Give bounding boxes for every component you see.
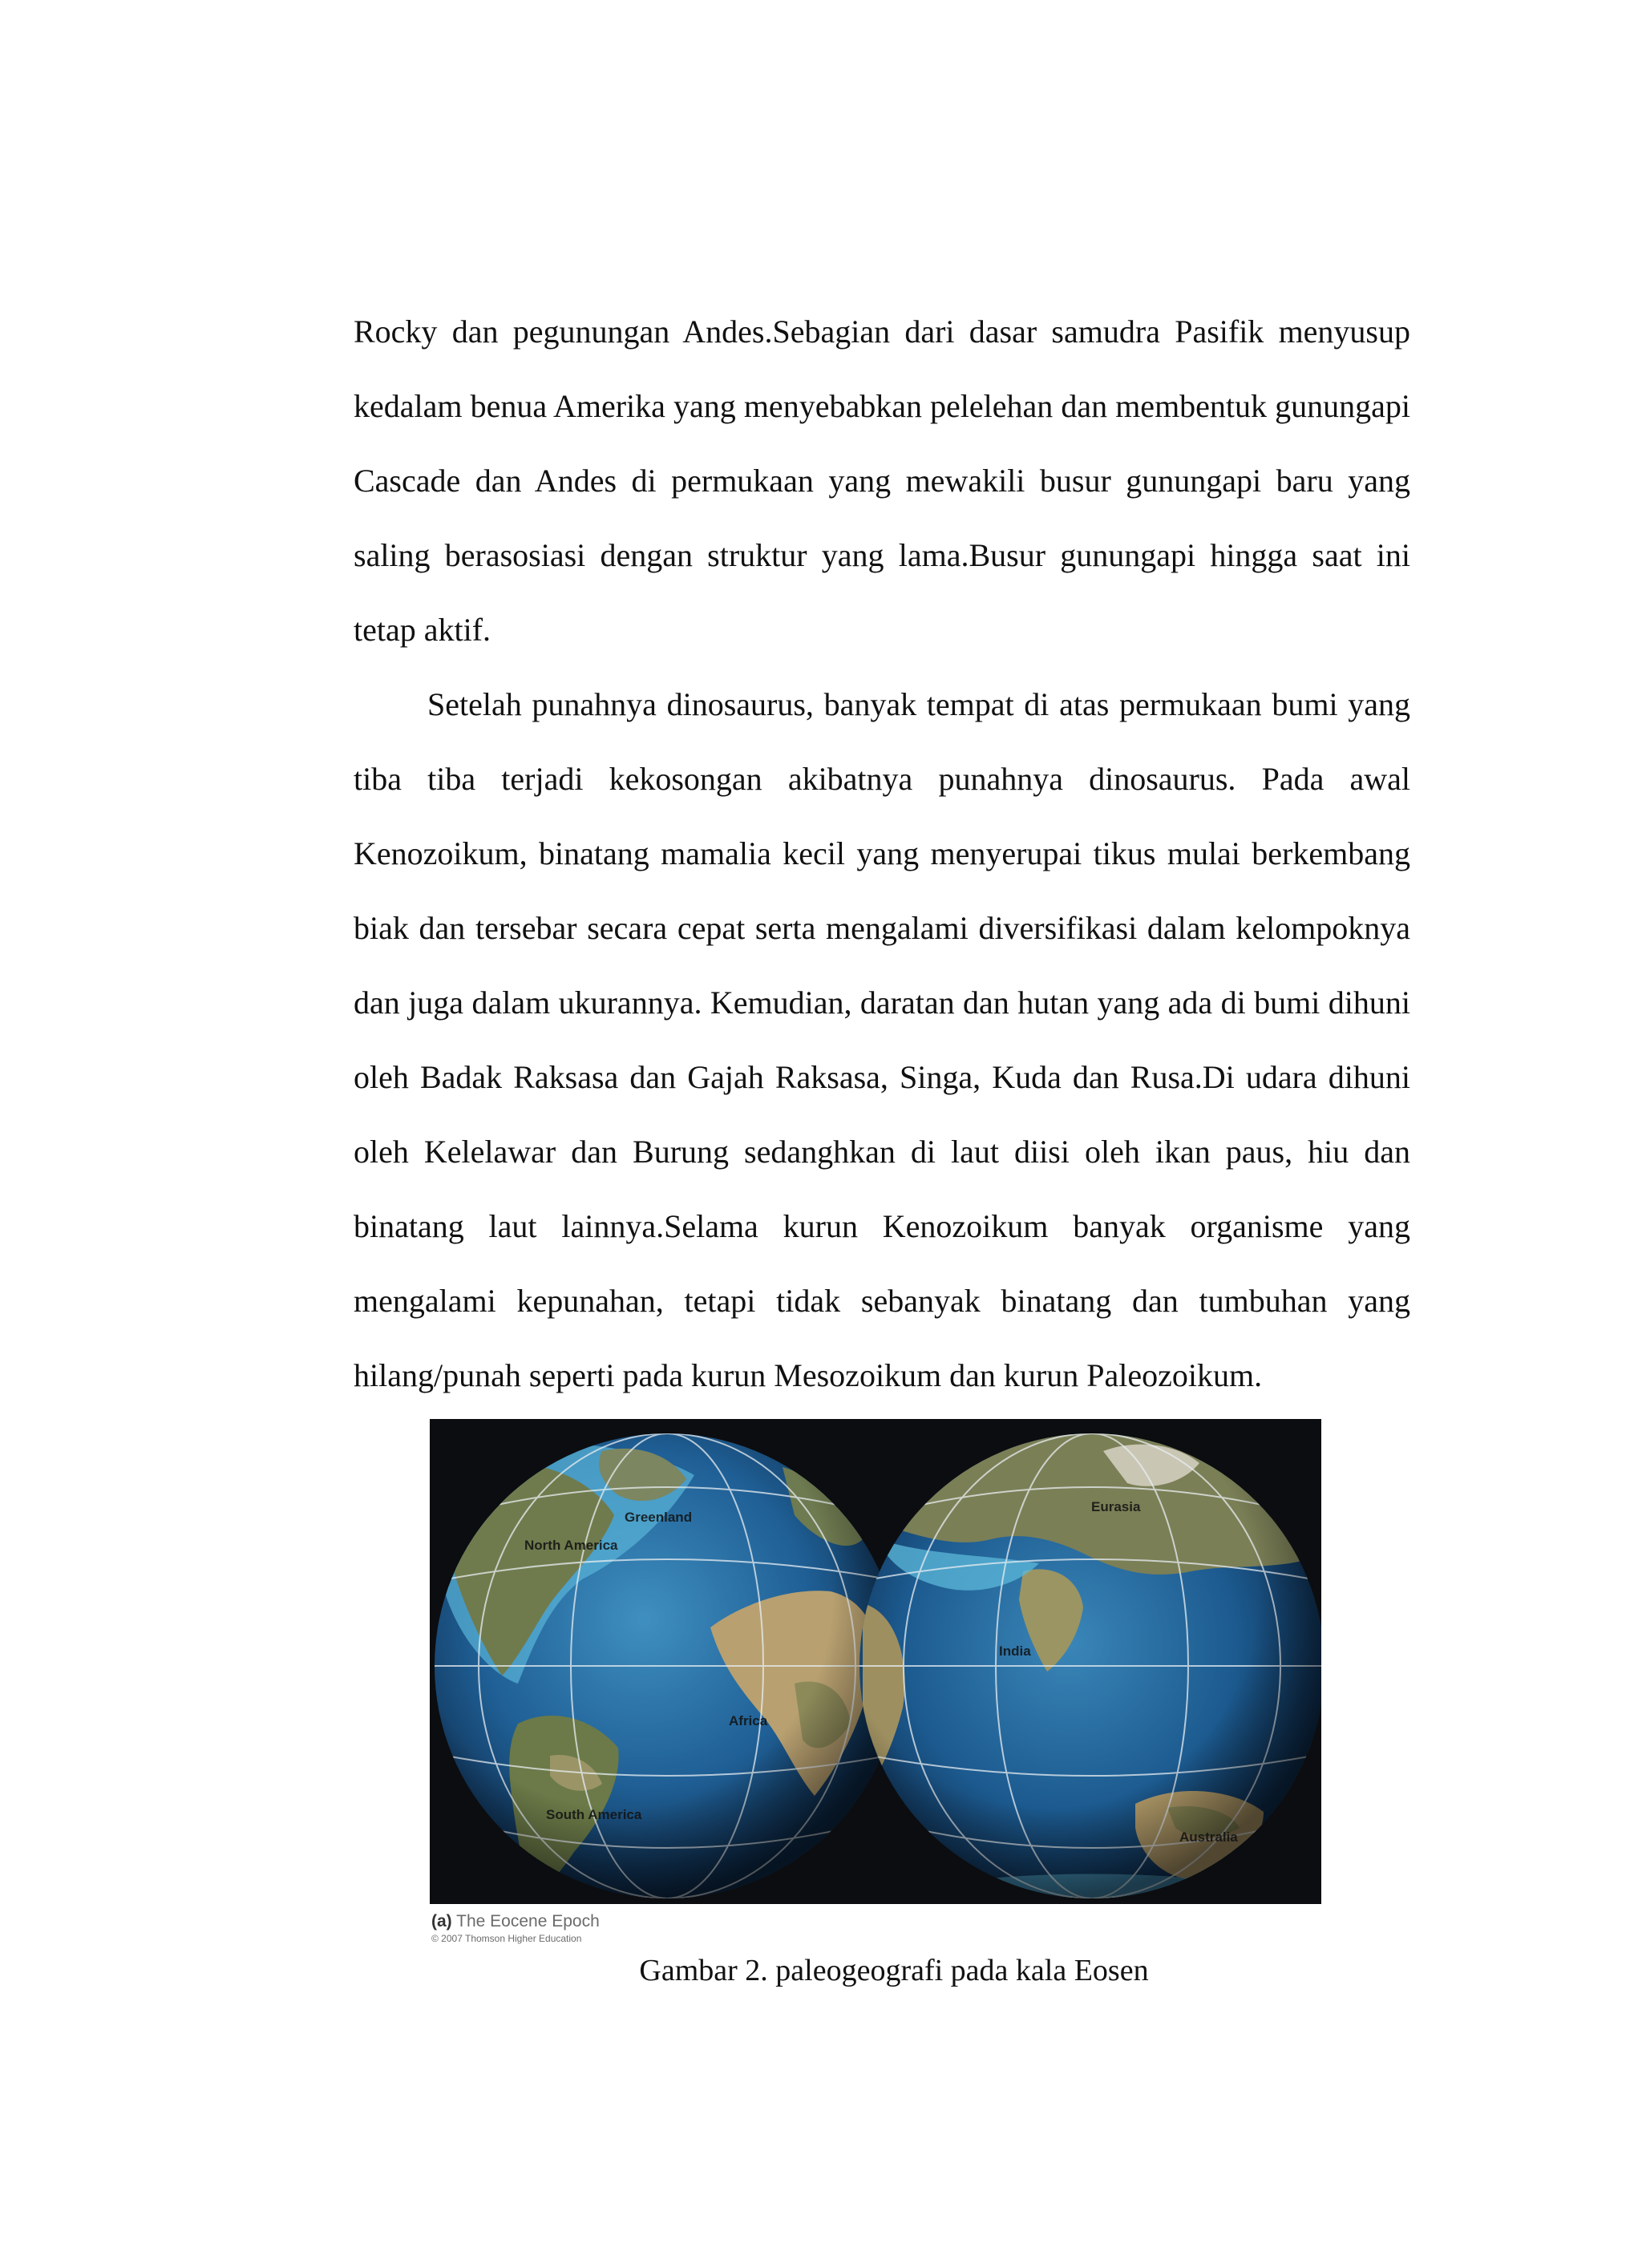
paleogeography-figure (430, 1419, 1321, 1904)
figure-credit (431, 1912, 600, 1944)
body-text (354, 294, 1410, 1413)
panel-title: The Eocene Epoch (456, 1912, 600, 1930)
eurasia-label: Eurasia (1091, 1499, 1141, 1514)
south-america-label: South America (546, 1807, 642, 1822)
australia-label: Australia (1179, 1829, 1238, 1845)
paragraph-1: Rocky dan pegunungan Andes.Sebagian dari dasar samudra Pasifik menyusup kedalam benua Amerika yang menyebabkan pelelehan dan membentuk gunungapi Cascade dan Andes di permukaan yang mewakili busur gunungapi baru yang saling berasosiasi dengan struktur yang lama.Busur gunungapi hingga saat ini tetap aktif. (354, 313, 1410, 648)
africa-label: Africa (729, 1713, 768, 1728)
paragraph-2: Setelah punahnya dinosaurus, banyak tempat di atas permukaan bumi yang tiba tiba terjadi kekosongan akibatnya punahnya dinosaurus. Pada awal Kenozoikum, binatang mamalia kecil yang menyerupai tikus mulai berkembang biak dan tersebar secara cepat serta mengalami diversifikasi dalam kelompoknya dan juga dalam ukurannya. Kemudian, daratan dan hutan yang ada di bumi dihuni oleh Badak Raksasa dan Gajah Raksasa, Singa, Kuda dan Rusa.Di udara dihuni oleh Kelelawar dan Burung sedanghkan di laut diisi oleh ikan paus, hiu dan binatang laut lainnya.Selama kurun Kenozoikum banyak organisme yang mengalami kepunahan, tetapi tidak sebanyak binatang dan tumbuhan yang hilang/punah seperti pada kurun Mesozoikum dan kurun Paleozoikum. (354, 686, 1410, 1393)
panel-letter: (a) (431, 1912, 452, 1930)
panel-label (431, 1912, 600, 1931)
india-label: India (999, 1643, 1031, 1659)
figure-caption: Gambar 2. paleogeografi pada kala Eosen (639, 1954, 1149, 1987)
north-america-label: North America (524, 1538, 618, 1553)
right-globe (859, 1429, 1321, 1904)
figure-copyright: © 2007 Thomson Higher Education (431, 1933, 582, 1944)
eocene-globes-image (430, 1419, 1321, 1904)
left-globe (435, 1433, 900, 1900)
greenland-label: Greenland (625, 1510, 693, 1525)
